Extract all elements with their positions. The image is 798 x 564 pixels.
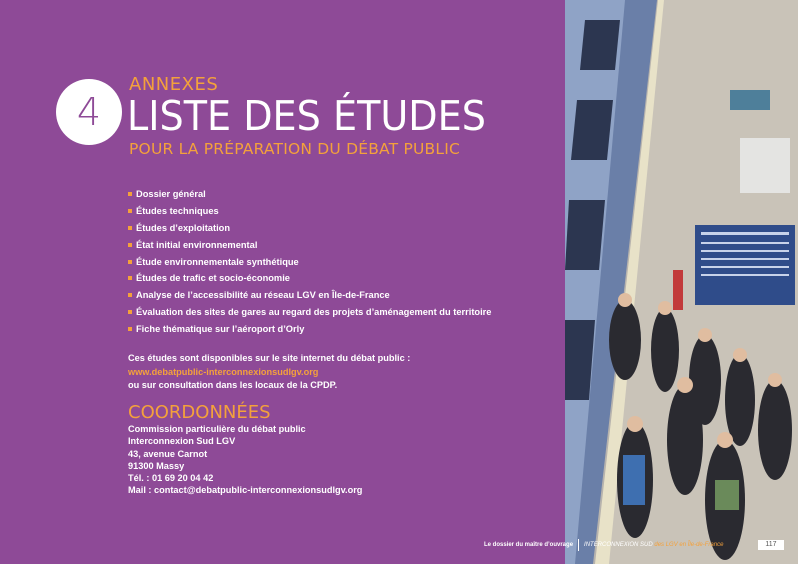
list-item: Études de trafic et socio-économie bbox=[128, 270, 491, 287]
list-item: Étude environnementale synthétique bbox=[128, 253, 491, 270]
availability-note: Ces études sont disponibles sur le site internet du débat public : www.debatpublic-interconnexionsudlgv.org ou sur consultation dans les locaux de la CPDP. bbox=[128, 353, 411, 390]
bullet-icon bbox=[128, 209, 132, 213]
footer-doc-label: Le dossier du maître d’ouvrage bbox=[484, 542, 574, 548]
bullet-icon bbox=[128, 310, 132, 314]
bullet-icon bbox=[128, 327, 132, 331]
list-item: Évaluation des sites de gares au regard des projets d’aménagement du territoire bbox=[128, 304, 491, 321]
bullet-icon bbox=[128, 260, 132, 264]
footer-divider bbox=[578, 539, 579, 551]
website-link[interactable]: www.debatpublic-interconnexionsudlgv.org bbox=[128, 366, 319, 377]
page-number: 117 bbox=[758, 540, 784, 550]
page-footer bbox=[470, 537, 798, 553]
bullet-icon bbox=[128, 293, 132, 297]
list-item: Fiche thématique sur l’aéroport d’Orly bbox=[128, 320, 491, 337]
contact-details: Commission particulière du débat public Interconnexion Sud LGV 43, avenue Carnot 91300 Massy Tél. : 01 69 20 04 42 Mail : contact@debatpublic-interconnexionsudlgv.org bbox=[128, 424, 363, 496]
section-label: ANNEXES bbox=[129, 74, 219, 95]
chapter-number: 4 bbox=[76, 90, 102, 134]
list-item: Analyse de l’accessibilité au réseau LGV en Île-de-France bbox=[128, 287, 491, 304]
contact-heading: COORDONNÉES bbox=[128, 402, 271, 423]
chapter-number-badge bbox=[56, 79, 122, 145]
footer-project-label: INTERCONNEXION SUD des LGV en Île-de-France bbox=[584, 542, 724, 548]
bullet-icon bbox=[128, 226, 132, 230]
bullet-icon bbox=[128, 276, 132, 280]
station-platform-photo bbox=[565, 0, 798, 564]
list-item: Dossier général bbox=[128, 186, 491, 203]
page-title: LISTE DES ÉTUDES bbox=[127, 92, 486, 140]
list-item: État initial environnemental bbox=[128, 236, 491, 253]
list-item: Études techniques bbox=[128, 203, 491, 220]
bullet-icon bbox=[128, 192, 132, 196]
bullet-icon bbox=[128, 243, 132, 247]
page-subtitle: POUR LA PRÉPARATION DU DÉBAT PUBLIC bbox=[129, 140, 461, 158]
contact-email: Mail : contact@debatpublic-interconnexionsudlgv.org bbox=[128, 485, 363, 496]
studies-list bbox=[128, 186, 491, 337]
list-item: Études d’exploitation bbox=[128, 220, 491, 237]
